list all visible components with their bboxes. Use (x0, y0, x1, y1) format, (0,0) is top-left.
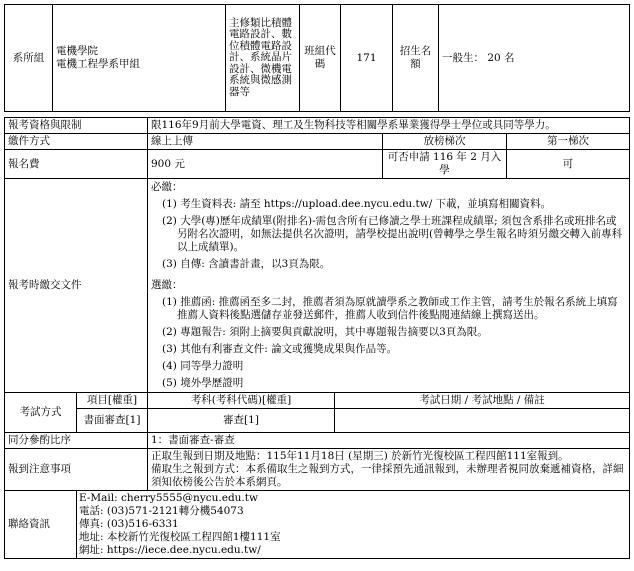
exam-item-value: 書面審查[1] (77, 409, 148, 433)
dept-label: 系所組 (5, 5, 53, 112)
contact-phone: 電話: (03)571-2121轉分機54073 (79, 505, 244, 517)
exam-header-row (5, 393, 630, 409)
required-heading: 必繳： (151, 181, 183, 193)
required-item: (2) 大學(專)歷年成績單(附排名)-需包含所有已修讀之學士班課程成績單; 須包含系排名或班排名或另附名次證明，如無法提供名次證明，請學校提出說明(曾轉學之學生報名時須另繳交轉入前專科以上成績單)。 (162, 215, 623, 253)
header-table (4, 4, 630, 112)
contact-row (5, 491, 630, 559)
documents-row (5, 179, 630, 393)
installment-label: 可否申請 116 年 2 月入學 (383, 150, 507, 179)
optional-item: (5) 境外學歷證明 (162, 377, 244, 389)
installment-value: 可 (507, 150, 630, 179)
exam-col-subject: 考科(考科代碼)[權重] (148, 393, 335, 409)
documents-content (148, 179, 630, 393)
tie-label: 同分參酌比序 (5, 433, 148, 449)
exam-col-date: 考試日期 / 考試地點 / 備註 (335, 393, 630, 409)
payment-label: 繳件方式 (5, 134, 148, 150)
qualification-text: 限116年9月前大學電資、理工及生物科技等相關學系畢業獲得學士學位或具同等學力。 (148, 118, 630, 134)
batch-value: 第一梯次 (507, 134, 630, 150)
payment-value: 線上上傳 (148, 134, 383, 150)
exam-col-item: 項目[權重] (77, 393, 148, 409)
exam-label: 考試方式 (5, 393, 77, 433)
required-item: (1) 考生資料表: 請至 https://upload.dee.nycu.edu.tw/ 下載，並填寫相關資料。 (162, 198, 552, 210)
dept-name (53, 5, 226, 112)
notice-line: 備取生之報到方式：本系備取生之報到方式，一律採預先通訊報到，未辦理者視同放棄遞補資格，詳細須知依榜後公告於本系網頁。 (151, 463, 624, 488)
exam-subject-value: 審查[1] (148, 409, 335, 433)
optional-item: (4) 同等學力證明 (162, 360, 244, 372)
department-name: 電機工程學系甲組 (56, 58, 140, 70)
qualification-row (5, 118, 630, 134)
optional-item: (1) 推薦函: 推薦函至多二封，推薦者須為原就讀學系之教師或工作主管，請考生於報名系統上填寫推薦人資料後點選儲存並發送郵件，推薦人收到信件後點閱連結線上撰寫送出。 (162, 296, 618, 321)
admission-document (4, 4, 629, 559)
required-item: (3) 自傳: 含讀書計畫，以3頁為限。 (162, 258, 331, 270)
quota-label: 招生名額 (393, 5, 439, 112)
contact-website: 網址: https://iece.dee.nycu.edu.tw/ (79, 544, 261, 556)
optional-item: (2) 專題報告: 須附上摘要與貢獻說明，其中專題報告摘要以3頁為限。 (162, 326, 488, 338)
batch-label: 放榜梯次 (383, 134, 507, 150)
class-code-label: 班組代碼 (300, 5, 341, 112)
exam-value-row (5, 409, 630, 433)
quota-value: 一般生： 20 名 (439, 5, 630, 112)
contact-email: E-Mail: cherry5555@nycu.edu.tw (79, 492, 258, 504)
fee-label: 報名費 (5, 150, 148, 179)
qualification-label: 報考資格與限制 (5, 118, 148, 134)
main-table (4, 117, 630, 559)
payment-row (5, 134, 630, 150)
group-description: 主修類比積體電路設計、數位積體電路設計、系統晶片設計、微機電系統與微感測器等 (226, 5, 300, 112)
documents-label: 報考時繳交文件 (5, 179, 148, 393)
optional-heading: 選繳： (151, 279, 183, 291)
class-code-value: 171 (341, 5, 393, 112)
contact-address: 地址: 本校新竹光復校區工程四館1樓111室 (79, 531, 281, 543)
notice-row (5, 449, 630, 491)
fee-value: 900 元 (148, 150, 383, 179)
tie-row (5, 433, 630, 449)
college-name: 電機學院 (56, 45, 98, 57)
notice-label: 報到注意事項 (5, 449, 148, 491)
contact-content (77, 491, 630, 559)
notice-line: 正取生報到日期及地點：115年11月18日 (星期三) 於新竹光復校區工程四館111室報到。 (151, 450, 569, 462)
contact-fax: 傳真: (03)516-6331 (79, 518, 179, 530)
tie-value: 1：書面審查-審查 (148, 433, 630, 449)
notice-content (148, 449, 630, 491)
fee-row (5, 150, 630, 179)
exam-date-value (335, 409, 630, 433)
contact-label: 聯絡資訊 (5, 491, 77, 559)
optional-item: (3) 其他有利審查文件: 論文或獲獎成果與作品等。 (162, 343, 398, 355)
